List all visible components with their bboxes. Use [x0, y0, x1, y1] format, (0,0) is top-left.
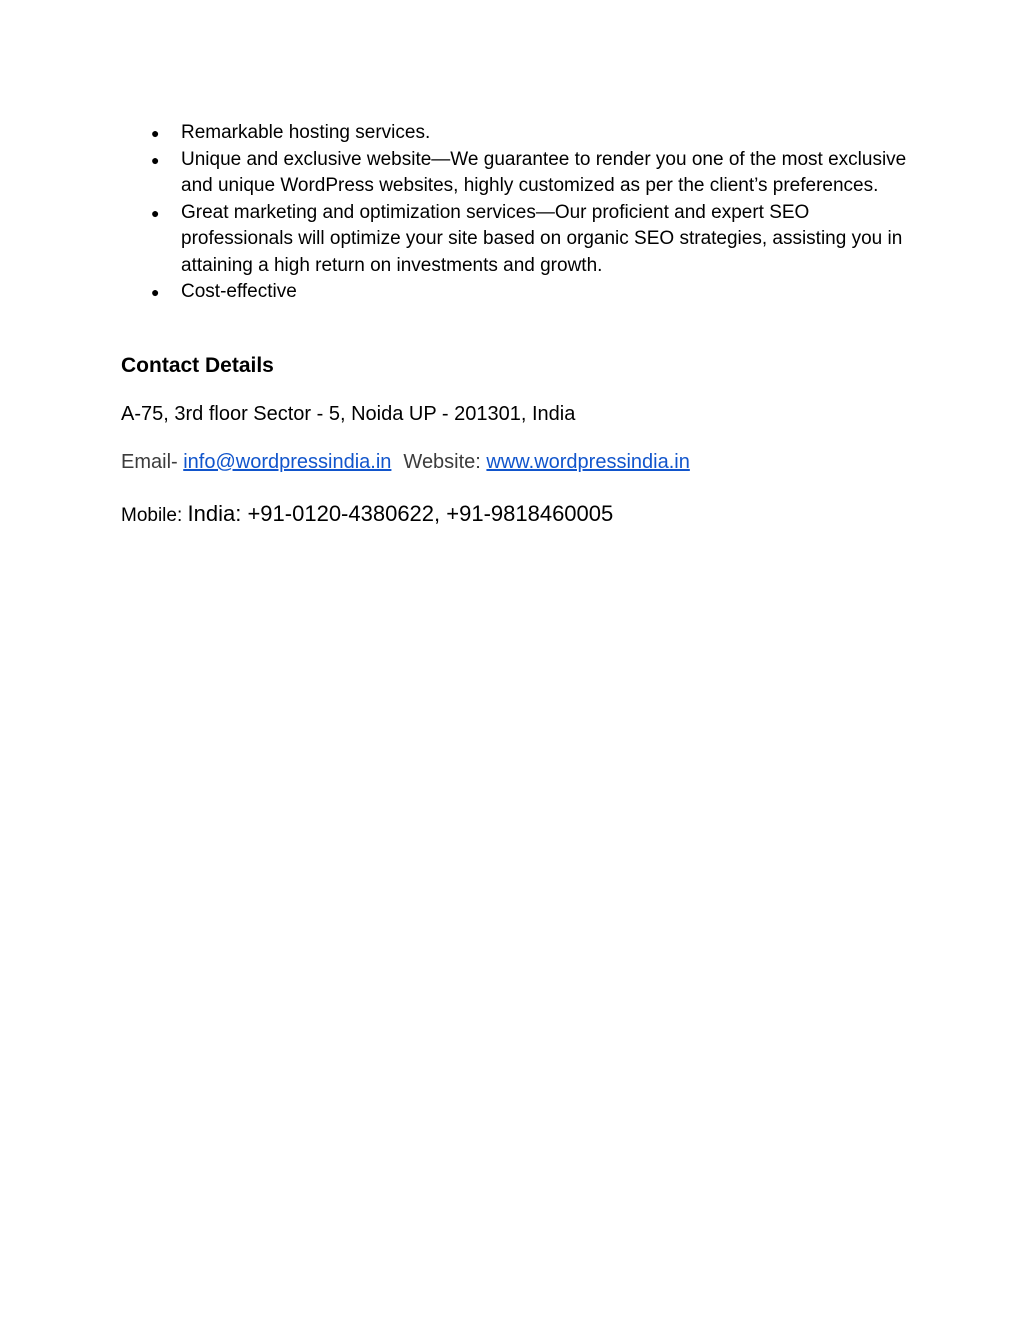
list-item-text: Cost-effective: [181, 281, 297, 302]
contact-details-heading: Contact Details: [121, 354, 274, 377]
list-item: [151, 279, 911, 306]
bullet-icon: ●: [151, 151, 160, 168]
email-label: Email-: [121, 451, 184, 473]
website-link[interactable]: www.wordpressindia.in: [486, 451, 690, 473]
list-item-text: Unique and exclusive website—We guarantee to render you one of the most exclusive and unique WordPress websites, highly customized as per the client’s preferences.: [181, 148, 907, 196]
bullet-icon: ●: [151, 284, 160, 300]
website-label: Website:: [403, 451, 487, 473]
list-item: [151, 200, 911, 280]
email-link[interactable]: info@wordpressindia.in: [183, 451, 392, 473]
list-item: [151, 120, 911, 147]
bullet-icon: ●: [151, 125, 160, 141]
list-item-text: Remarkable hosting services.: [181, 122, 431, 143]
mobile-label: Mobile:: [121, 505, 188, 526]
mobile-line: [121, 498, 613, 533]
list-item-text: Great marketing and optimization services—Our proficient and expert SEO professionals will optimize your site based on organic SEO strategies, assisting you in attaining a high return on investments and growth.: [181, 201, 903, 276]
list-item: [151, 147, 911, 200]
mobile-numbers: India: +91-0120-4380622, +91-9818460005: [187, 501, 614, 526]
bullet-icon: ●: [151, 204, 160, 221]
services-bullet-list: [151, 120, 911, 306]
email-website-line: [121, 448, 690, 476]
address-text: A-75, 3rd floor Sector - 5, Noida UP - 201301, India: [121, 403, 576, 425]
